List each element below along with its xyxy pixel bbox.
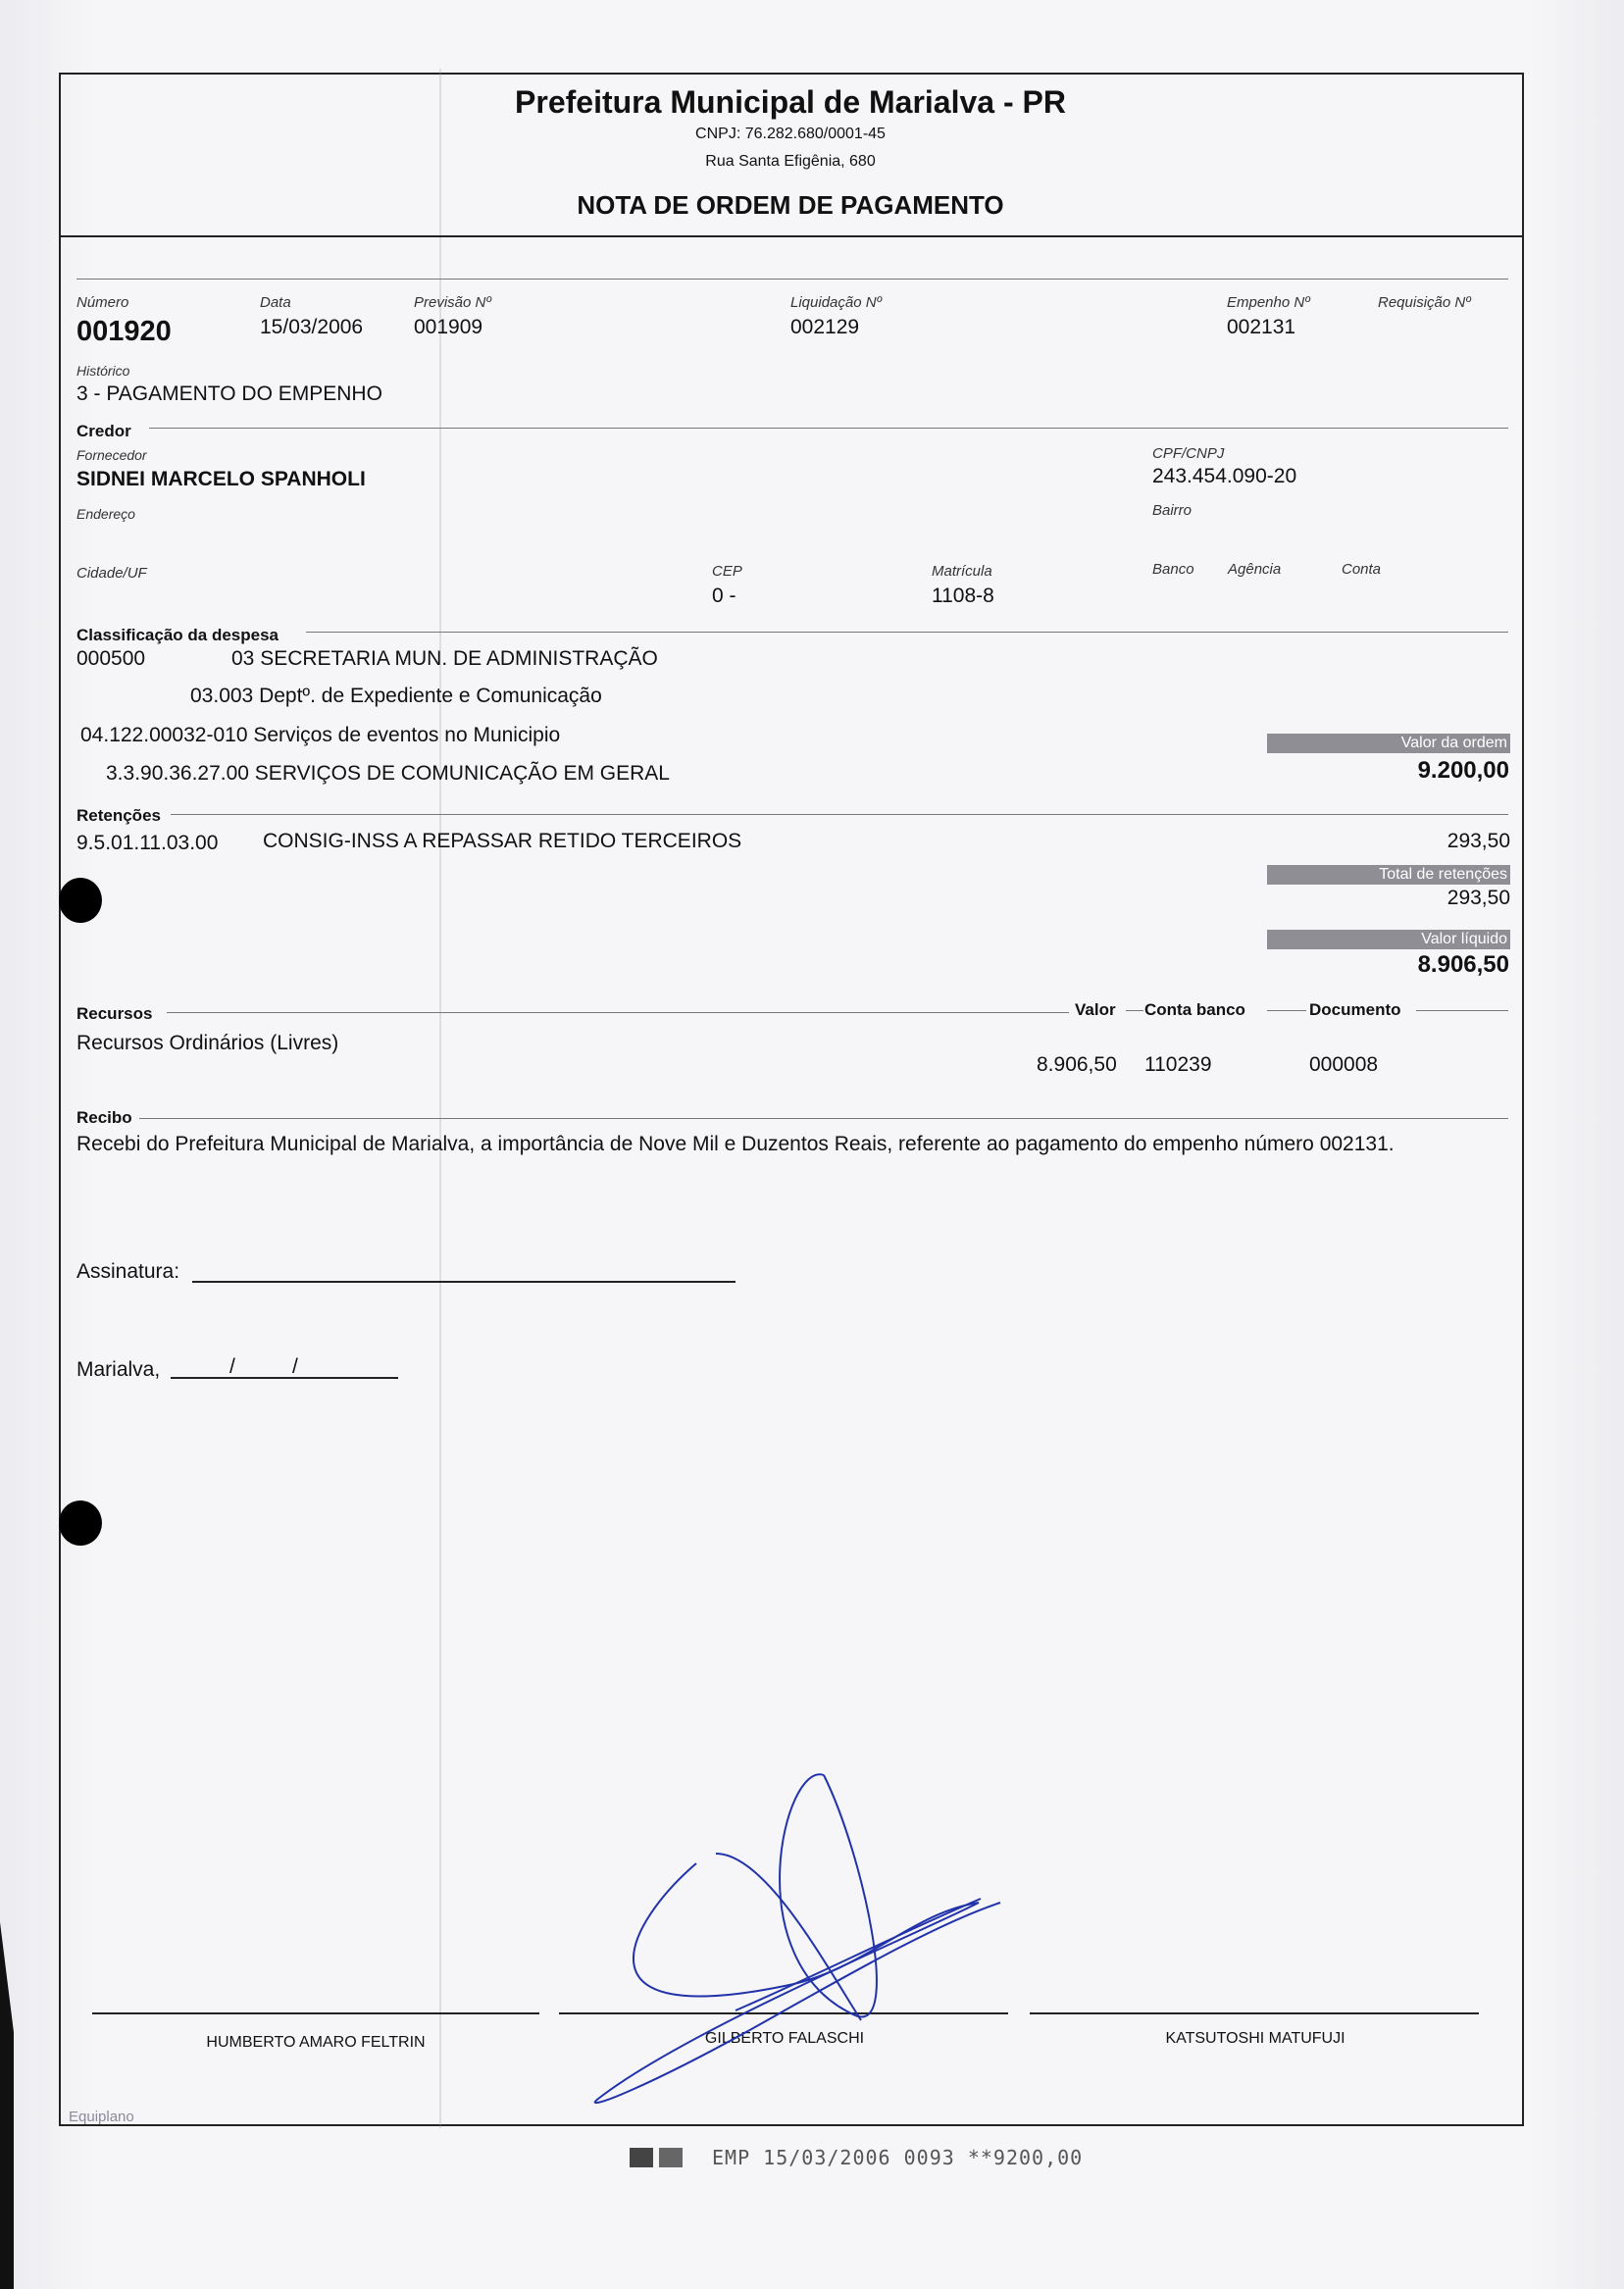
fornecedor-value: SIDNEI MARCELO SPANHOLI bbox=[76, 468, 366, 490]
credor-section: Credor bbox=[76, 422, 131, 440]
requisicao-label: Requisição Nº bbox=[1378, 294, 1471, 311]
assinatura-label: Assinatura: bbox=[76, 1260, 180, 1283]
local-label: Marialva, bbox=[76, 1358, 161, 1381]
recursos-rule-3 bbox=[1267, 1010, 1306, 1011]
matricula-value: 1108-8 bbox=[932, 585, 994, 607]
fornecedor-label: Fornecedor bbox=[76, 447, 147, 463]
matricula-label: Matrícula bbox=[932, 563, 992, 580]
recursos-rule bbox=[167, 1012, 1069, 1013]
date-line bbox=[171, 1377, 398, 1379]
stamp-mark bbox=[630, 2148, 653, 2167]
valor-liquido-value: 8.906,50 bbox=[1417, 951, 1509, 978]
classificacao-code: 000500 bbox=[76, 647, 146, 670]
classificacao-rule bbox=[306, 632, 1508, 633]
retencao-value: 293,50 bbox=[1446, 830, 1510, 852]
previsao-value: 001909 bbox=[414, 316, 483, 338]
ids-rule bbox=[76, 279, 1508, 280]
org-address: Rua Santa Efigênia, 680 bbox=[705, 153, 876, 170]
total-retencoes-label: Total de retenções bbox=[1267, 865, 1510, 885]
recursos-conta-label: Conta banco bbox=[1144, 1000, 1245, 1019]
historico-value: 3 - PAGAMENTO DO EMPENHO bbox=[76, 382, 382, 405]
classificacao-line2: 03.003 Deptº. de Expediente e Comunicação bbox=[190, 685, 602, 707]
recursos-documento-label: Documento bbox=[1309, 1000, 1401, 1019]
header-rule bbox=[59, 235, 1524, 237]
printer-stamp: EMP 15/03/2006 0093 **9200,00 bbox=[712, 2146, 1084, 2169]
signature-line-left bbox=[92, 2012, 539, 2014]
fold-line bbox=[439, 69, 441, 2128]
recursos-section: Recursos bbox=[76, 1004, 153, 1023]
classificacao-line3: 04.122.00032-010 Serviços de eventos no Municipio bbox=[80, 724, 561, 746]
bairro-label: Bairro bbox=[1152, 502, 1193, 519]
recibo-text: Recebi do Prefeitura Municipal de Marialva, a importância de Nove Mil e Duzentos Reais, referente ao pagamento do empenho número 002131. bbox=[76, 1133, 1395, 1155]
assinatura-line bbox=[192, 1281, 736, 1283]
document-title: NOTA DE ORDEM DE PAGAMENTO bbox=[577, 190, 1004, 220]
punch-hole-1 bbox=[59, 878, 102, 923]
signer-right: KATSUTOSHI MATUFUJI bbox=[1165, 2030, 1345, 2047]
numero-label: Número bbox=[76, 294, 129, 311]
total-retencoes-value: 293,50 bbox=[1446, 887, 1510, 909]
signer-left: HUMBERTO AMARO FELTRIN bbox=[206, 2034, 426, 2051]
cep-label: CEP bbox=[712, 563, 742, 580]
agencia-label: Agência bbox=[1228, 561, 1282, 578]
stamp-mark-2 bbox=[659, 2148, 683, 2167]
cidade-label: Cidade/UF bbox=[76, 565, 147, 582]
recursos-valor-label: Valor bbox=[1075, 1000, 1116, 1019]
retencao-desc: CONSIG-INSS A REPASSAR RETIDO TERCEIROS bbox=[263, 830, 742, 852]
previsao-label: Previsão Nº bbox=[414, 294, 491, 311]
date-slash-2: / bbox=[292, 1355, 298, 1378]
recibo-section: Recibo bbox=[76, 1108, 132, 1127]
numero-value: 001920 bbox=[76, 316, 172, 347]
recursos-documento: 000008 bbox=[1309, 1053, 1379, 1076]
signature-line-right bbox=[1030, 2012, 1479, 2014]
retencoes-section: Retenções bbox=[76, 806, 161, 825]
historico-label: Histórico bbox=[76, 363, 130, 379]
recursos-rule-2 bbox=[1126, 1010, 1143, 1011]
credor-rule bbox=[149, 428, 1508, 429]
signer-middle: GILBERTO FALASCHI bbox=[704, 2030, 865, 2047]
data-label: Data bbox=[260, 294, 291, 311]
liquidacao-label: Liquidação Nº bbox=[790, 294, 883, 311]
liquidacao-value: 002129 bbox=[790, 316, 860, 338]
classificacao-section: Classificação da despesa bbox=[76, 626, 279, 644]
conta-label: Conta bbox=[1342, 561, 1382, 578]
retencao-code: 9.5.01.11.03.00 bbox=[76, 832, 219, 854]
handwritten-signature bbox=[588, 1765, 1020, 2118]
recibo-rule bbox=[139, 1118, 1508, 1119]
empenho-label: Empenho Nº bbox=[1227, 294, 1310, 311]
empenho-value: 002131 bbox=[1227, 316, 1296, 338]
cpf-value: 243.454.090-20 bbox=[1152, 465, 1297, 487]
org-title: Prefeitura Municipal de Marialva - PR bbox=[515, 84, 1066, 120]
valor-liquido-label: Valor líquido bbox=[1267, 930, 1510, 949]
brand-footer: Equiplano bbox=[69, 2109, 134, 2125]
banco-label: Banco bbox=[1152, 561, 1194, 578]
retencoes-rule bbox=[171, 814, 1508, 815]
endereco-label: Endereço bbox=[76, 506, 135, 522]
recursos-rule-4 bbox=[1416, 1010, 1508, 1011]
recursos-desc: Recursos Ordinários (Livres) bbox=[76, 1032, 339, 1054]
classificacao-line4: 3.3.90.36.27.00 SERVIÇOS DE COMUNICAÇÃO EM GERAL bbox=[106, 762, 670, 785]
data-value: 15/03/2006 bbox=[260, 316, 364, 338]
org-cnpj: CNPJ: 76.282.680/0001-45 bbox=[695, 126, 886, 142]
cep-value: 0 - bbox=[712, 585, 736, 607]
classificacao-line1: 03 SECRETARIA MUN. DE ADMINISTRAÇÃO bbox=[231, 647, 658, 670]
date-slash-1: / bbox=[229, 1355, 235, 1378]
valor-ordem-label: Valor da ordem bbox=[1267, 734, 1510, 753]
valor-ordem-value: 9.200,00 bbox=[1417, 757, 1509, 784]
cpf-label: CPF/CNPJ bbox=[1152, 445, 1225, 462]
recursos-valor: 8.906,50 bbox=[1037, 1053, 1117, 1076]
punch-hole-2 bbox=[59, 1501, 102, 1546]
recursos-conta: 110239 bbox=[1144, 1053, 1212, 1076]
